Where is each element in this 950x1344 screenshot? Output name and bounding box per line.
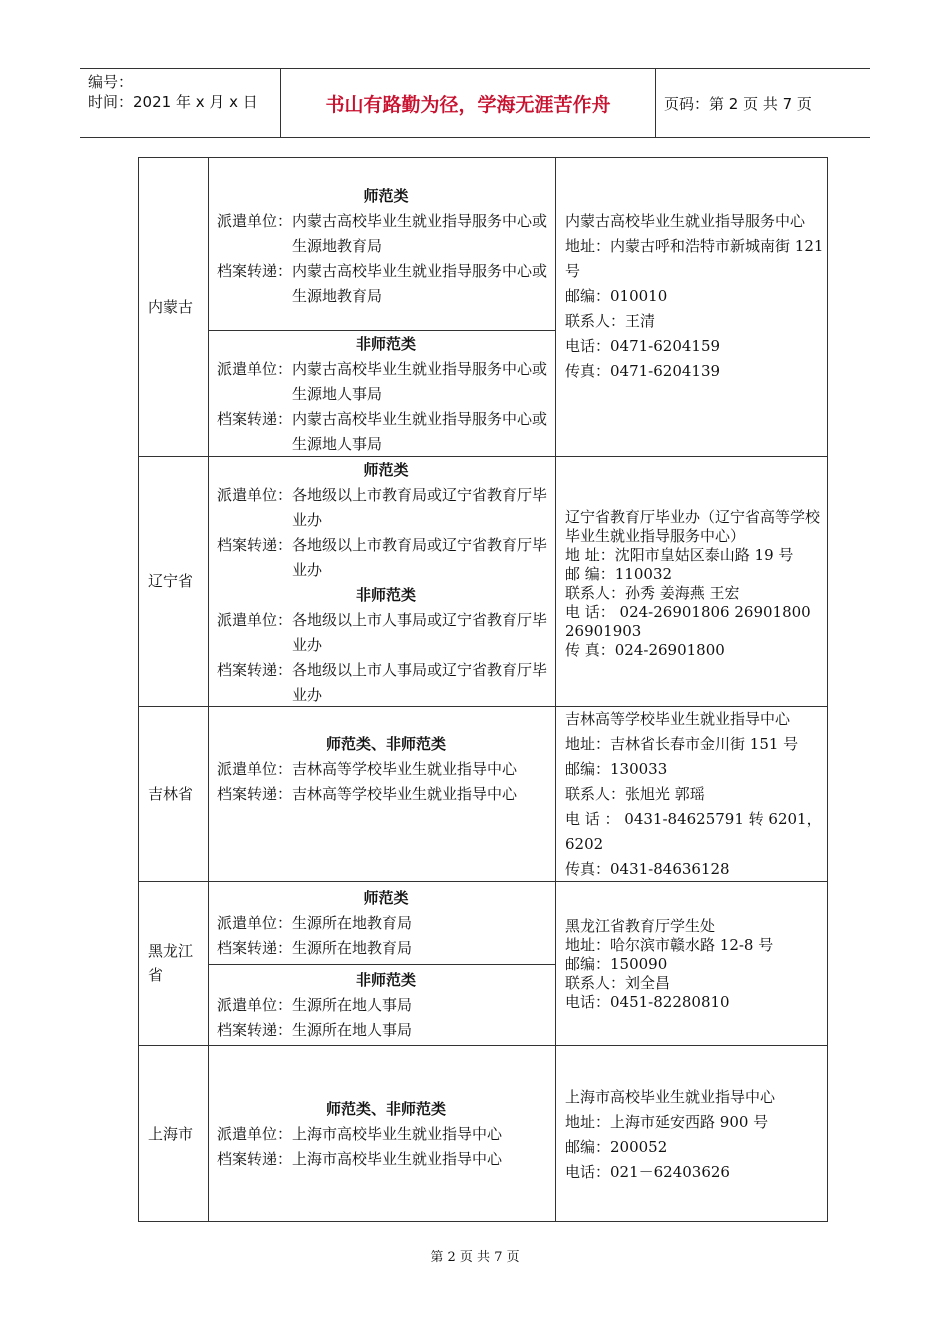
contact-phone: 电话：021－62403626 <box>565 1163 730 1181</box>
page-footer: 第 2 页 共 7 页 <box>430 1250 520 1265</box>
policy-section <box>209 886 555 961</box>
contact-fax: 传 真：024-26901800 <box>565 641 725 659</box>
province-cell <box>139 158 208 456</box>
contact-person: 联系人：王清 <box>565 312 656 330</box>
archive-value: 生源所在地教育局 <box>292 939 413 957</box>
dispatch-value: 各地级以上市人事局或辽宁省教育厅毕业办 <box>292 611 548 654</box>
row-divider <box>139 1045 827 1046</box>
contact-fax: 传真：0471-6204139 <box>565 362 721 380</box>
contact-person: 联系人：张旭光 郭瑶 <box>565 785 705 803</box>
category-title: 非师范类 <box>355 586 416 604</box>
contact-address: 地址：上海市延安西路 900 号 <box>565 1113 769 1131</box>
section-divider <box>208 964 555 965</box>
province-cell <box>139 456 208 706</box>
category-title: 非师范类 <box>355 971 416 989</box>
contact-address: 地址：哈尔滨市赣水路 12-8 号 <box>565 936 774 954</box>
dispatch-label: 派遣单位： <box>217 212 293 230</box>
archive-line <box>217 1147 555 1172</box>
contact-postcode: 邮编：130033 <box>565 760 668 778</box>
dispatch-value: 内蒙古高校毕业生就业指导服务中心或生源地人事局 <box>292 360 548 403</box>
contact-org: 黑龙江省教育厅学生处 <box>565 917 716 935</box>
contact-address: 地址：内蒙古呼和浩特市新城南街 121 号 <box>565 237 824 280</box>
policy-section <box>209 332 555 457</box>
archive-line <box>217 1018 555 1043</box>
archive-line <box>217 533 555 583</box>
contact-cell <box>557 1085 827 1185</box>
contact-postcode: 邮编：010010 <box>565 287 668 305</box>
archive-line <box>217 936 555 961</box>
header-motto: 书山有路勤为径，学海无涯苦作舟 <box>280 69 656 137</box>
contact-address: 地 址：沈阳市皇姑区泰山路 19 号 <box>565 546 794 564</box>
contact-org: 内蒙古高校毕业生就业指导服务中心 <box>565 212 806 230</box>
dispatch-label: 派遣单位： <box>217 996 293 1014</box>
province-cell <box>139 1045 208 1222</box>
contact-postcode: 邮编：200052 <box>565 1138 668 1156</box>
dispatch-line <box>217 1122 555 1147</box>
dispatch-value: 上海市高校毕业生就业指导中心 <box>292 1125 503 1143</box>
contact-cell <box>557 917 827 1012</box>
header-page-info: 页码：第 2 页 共 7 页 <box>664 94 812 113</box>
archive-label: 档案转递： <box>217 262 293 280</box>
archive-value: 各地级以上市人事局或辽宁省教育厅毕业办 <box>292 661 548 704</box>
dispatch-line <box>217 483 555 533</box>
contact-postcode: 邮 编：110032 <box>565 565 673 583</box>
contact-person: 联系人：孙秀 姜海燕 王宏 <box>565 584 740 602</box>
dispatch-value: 内蒙古高校毕业生就业指导服务中心或生源地教育局 <box>292 212 548 255</box>
archive-value: 内蒙古高校毕业生就业指导服务中心或生源地人事局 <box>292 410 548 453</box>
dispatch-value: 生源所在地教育局 <box>292 914 413 932</box>
archive-line <box>217 782 555 807</box>
archive-value: 各地级以上市教育局或辽宁省教育厅毕业办 <box>292 536 548 579</box>
header-meta <box>80 69 280 137</box>
contact-cell <box>557 707 827 882</box>
category-title: 非师范类 <box>355 335 416 353</box>
category-title: 师范类 <box>363 187 409 205</box>
province-name: 内蒙古 <box>148 298 194 316</box>
archive-label: 档案转递： <box>217 1021 293 1039</box>
archive-label: 档案转递： <box>217 785 293 803</box>
dispatch-label: 派遣单位： <box>217 360 293 378</box>
policy-section <box>209 458 555 708</box>
dispatch-line <box>217 357 555 407</box>
archive-value: 生源所在地人事局 <box>292 1021 413 1039</box>
document-date: 时间：2021 年 x 月 x 日 <box>88 93 258 111</box>
contact-phone: 电话：0451-82280810 <box>565 993 730 1011</box>
archive-line <box>217 407 555 457</box>
archive-label: 档案转递： <box>217 536 293 554</box>
archive-line <box>217 259 555 309</box>
dispatch-line <box>217 757 555 782</box>
policy-section <box>209 732 555 807</box>
category-title: 师范类、非师范类 <box>325 735 446 753</box>
policy-section <box>209 968 555 1043</box>
archive-label: 档案转递： <box>217 1150 293 1168</box>
category-title: 师范类 <box>363 461 409 479</box>
province-cell <box>139 706 208 881</box>
dispatch-line <box>217 608 555 658</box>
dispatch-line <box>217 209 555 259</box>
category-title: 师范类 <box>363 889 409 907</box>
document-number: 编号： <box>88 73 134 91</box>
employment-table <box>138 157 828 1222</box>
dispatch-value: 生源所在地人事局 <box>292 996 413 1014</box>
archive-value: 上海市高校毕业生就业指导中心 <box>292 1150 503 1168</box>
archive-value: 内蒙古高校毕业生就业指导服务中心或生源地教育局 <box>292 262 548 305</box>
contact-org: 辽宁省教育厅毕业办（辽宁省高等学校毕业生就业指导服务中心） <box>565 508 821 545</box>
policy-section <box>209 1097 555 1172</box>
contact-person: 联系人：刘全昌 <box>565 974 671 992</box>
dispatch-label: 派遣单位： <box>217 486 293 504</box>
dispatch-label: 派遣单位： <box>217 1125 293 1143</box>
archive-label: 档案转递： <box>217 410 293 428</box>
contact-address: 地址：吉林省长春市金川街 151 号 <box>565 735 799 753</box>
province-cell <box>139 881 199 1045</box>
dispatch-label: 派遣单位： <box>217 914 293 932</box>
dispatch-label: 派遣单位： <box>217 760 293 778</box>
province-name: 辽宁省 <box>148 572 194 590</box>
contact-cell <box>557 209 827 384</box>
contact-fax: 传真：0431-84636128 <box>565 860 730 878</box>
dispatch-value: 吉林高等学校毕业生就业指导中心 <box>292 760 518 778</box>
dispatch-line <box>217 993 555 1018</box>
archive-value: 吉林高等学校毕业生就业指导中心 <box>292 785 518 803</box>
section-divider <box>208 330 555 331</box>
archive-line <box>217 658 555 708</box>
page-header <box>80 68 870 138</box>
policy-section <box>209 184 555 309</box>
archive-label: 档案转递： <box>217 939 293 957</box>
dispatch-label: 派遣单位： <box>217 611 293 629</box>
contact-phone: 电话：0471-6204159 <box>565 337 721 355</box>
contact-org: 上海市高校毕业生就业指导中心 <box>565 1088 776 1106</box>
contact-postcode: 邮编：150090 <box>565 955 668 973</box>
column-divider <box>555 158 556 1221</box>
contact-org: 吉林高等学校毕业生就业指导中心 <box>565 710 791 728</box>
province-name: 上海市 <box>148 1124 194 1143</box>
contact-phone: 电 话 ： 0431-84625791 转 6201，6202 <box>565 810 822 853</box>
archive-label: 档案转递： <box>217 661 293 679</box>
contact-phone: 电 话： 024-26901806 26901800 26901903 <box>565 603 811 640</box>
province-name: 黑龙江省 <box>148 942 194 984</box>
category-title: 师范类、非师范类 <box>325 1100 446 1118</box>
dispatch-line <box>217 911 555 936</box>
contact-cell <box>557 508 827 660</box>
province-name: 吉林省 <box>148 784 194 803</box>
dispatch-value: 各地级以上市教育局或辽宁省教育厅毕业办 <box>292 486 548 529</box>
